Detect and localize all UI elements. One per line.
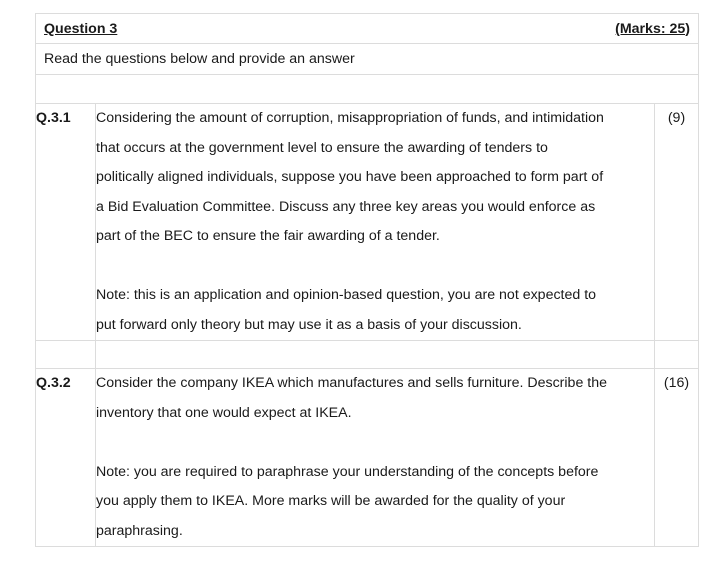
note-line: Note: this is an application and opinion-based question, you are not expected to xyxy=(96,287,597,303)
question-number: Q.3.1 xyxy=(36,104,96,341)
question-title: Question 3 xyxy=(44,20,118,37)
note-line: paraphrasing. xyxy=(96,522,183,539)
marks-total: (Marks: 25) xyxy=(615,20,691,37)
question-text xyxy=(96,104,655,341)
instructions-row xyxy=(36,44,699,75)
question-line: Considering the amount of corruption, misappropriation of funds, and intimidation xyxy=(96,110,604,126)
question-number: Q.3.2 xyxy=(36,369,96,547)
question-line: Consider the company IKEA which manufactures and sells furniture. Describe the xyxy=(96,375,608,391)
question-row-q31 xyxy=(36,104,699,341)
question-line: that occurs at the government level to ensure the awarding of tenders to xyxy=(96,139,548,156)
question-header-row xyxy=(36,14,699,44)
instructions-text: Read the questions below and provide an answer xyxy=(44,51,355,67)
question-line: a Bid Evaluation Committee. Discuss any three key areas you would enforce as xyxy=(96,198,596,215)
question-table xyxy=(35,13,699,547)
question-line: politically aligned individuals, suppose you have been approached to form part of xyxy=(96,169,604,185)
question-line: part of the BEC to ensure the fair awarding of a tender. xyxy=(96,228,440,244)
question-marks: (9) xyxy=(655,104,699,341)
note-line: Note: you are required to paraphrase your understanding of the concepts before xyxy=(96,463,599,480)
note-line: you apply them to IKEA. More marks will be awarded for the quality of your xyxy=(96,493,566,509)
question-header xyxy=(36,14,698,43)
question-line: inventory that one would expect at IKEA. xyxy=(96,404,352,421)
note-line: put forward only theory but may use it as a basis of your discussion. xyxy=(96,316,522,333)
question-text xyxy=(96,369,655,547)
question-marks: (16) xyxy=(655,369,699,547)
spacer-row xyxy=(36,341,699,369)
spacer-row xyxy=(36,75,699,104)
question-row-q32 xyxy=(36,369,699,547)
